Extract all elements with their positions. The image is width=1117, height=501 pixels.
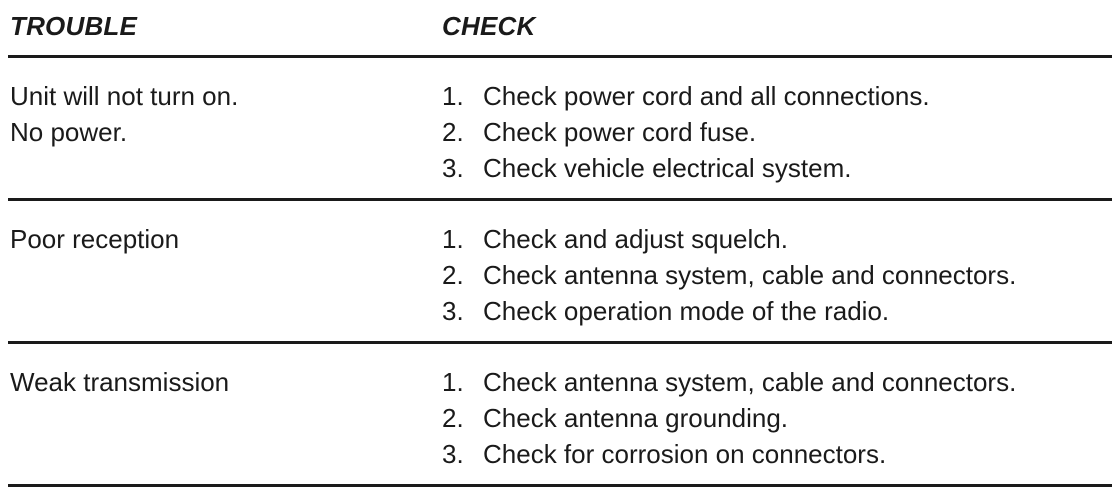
check-text: Check power cord fuse. — [483, 117, 757, 147]
check-text: Check antenna grounding. — [483, 403, 789, 433]
check-item — [442, 114, 1112, 150]
check-item — [442, 364, 1112, 400]
check-item — [442, 78, 1112, 114]
check-text: Check for corrosion on connectors. — [483, 439, 887, 469]
check-text: Check power cord and all connections. — [483, 81, 930, 111]
trouble-text: No power. — [10, 117, 128, 147]
trouble-cell — [10, 78, 430, 150]
table-row — [8, 58, 1112, 198]
check-item — [442, 221, 1112, 257]
trouble-text: Unit will not turn on. — [10, 81, 239, 111]
check-item — [442, 293, 1112, 329]
trouble-cell — [10, 364, 430, 400]
trouble-column-header: TROUBLE — [10, 11, 138, 41]
check-number: 2. — [442, 117, 464, 147]
check-number: 2. — [442, 260, 464, 290]
check-number: 3. — [442, 439, 464, 469]
trouble-text: Weak transmission — [10, 367, 230, 397]
troubleshooting-table — [8, 0, 1112, 487]
check-text: Check operation mode of the radio. — [483, 296, 890, 326]
row-divider — [8, 484, 1112, 487]
check-number: 3. — [442, 153, 464, 183]
check-number: 1. — [442, 81, 464, 111]
check-number: 1. — [442, 367, 464, 397]
table-row — [8, 201, 1112, 341]
check-item — [442, 400, 1112, 436]
check-list — [442, 221, 1112, 329]
check-list — [442, 78, 1112, 186]
check-text: Check antenna system, cable and connectors. — [483, 367, 1017, 397]
trouble-text: Poor reception — [10, 224, 180, 254]
check-text: Check antenna system, cable and connectors. — [483, 260, 1017, 290]
check-item — [442, 150, 1112, 186]
trouble-cell — [10, 221, 430, 257]
check-text: Check and adjust squelch. — [483, 224, 788, 254]
table-row — [8, 344, 1112, 484]
check-number: 3. — [442, 296, 464, 326]
check-item — [442, 257, 1112, 293]
check-number: 2. — [442, 403, 464, 433]
check-text: Check vehicle electrical system. — [483, 153, 852, 183]
check-item — [442, 436, 1112, 472]
check-number: 1. — [442, 224, 464, 254]
check-list — [442, 364, 1112, 472]
table-header — [8, 0, 1112, 55]
check-column-header: CHECK — [442, 11, 536, 41]
